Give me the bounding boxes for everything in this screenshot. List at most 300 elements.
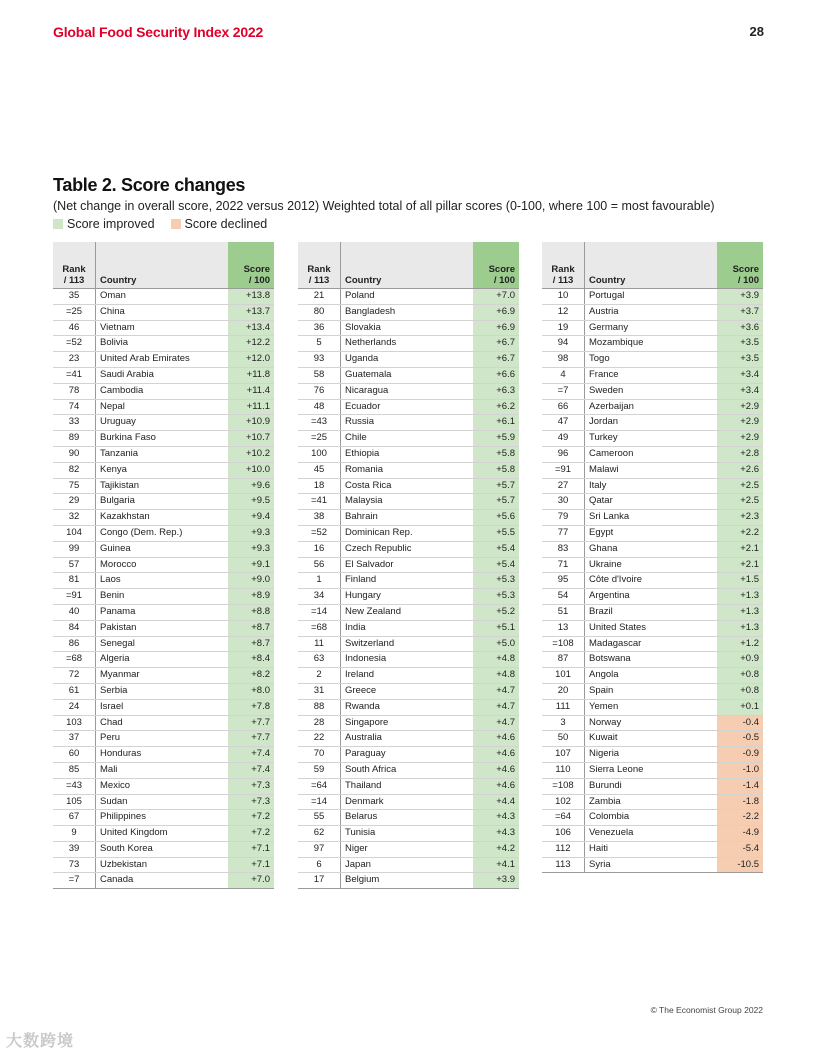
rank-cell: =64	[542, 810, 585, 826]
score-cell: +9.5	[228, 494, 274, 510]
country-cell: Thailand	[341, 778, 474, 794]
rank-cell: =52	[298, 525, 341, 541]
country-cell: Tunisia	[341, 826, 474, 842]
rank-cell: 22	[298, 731, 341, 747]
country-cell: United Kingdom	[96, 826, 229, 842]
country-cell: Syria	[585, 857, 718, 873]
country-cell: Vietnam	[96, 320, 229, 336]
rank-cell: 107	[542, 747, 585, 763]
score-cell: +4.8	[473, 652, 519, 668]
rank-cell: 74	[53, 399, 96, 415]
score-header-line1: Score	[243, 264, 270, 275]
score-cell: +6.7	[473, 336, 519, 352]
table-row	[542, 494, 763, 510]
table-title: Table 2. Score changes	[53, 175, 246, 195]
score-cell: +5.6	[473, 510, 519, 526]
score-cell: +7.2	[228, 810, 274, 826]
rank-cell: 27	[542, 478, 585, 494]
score-cell: +9.4	[228, 510, 274, 526]
country-cell: Senegal	[96, 636, 229, 652]
table-row	[53, 304, 274, 320]
table-row	[298, 652, 519, 668]
country-cell: Bangladesh	[341, 304, 474, 320]
rank-cell: 94	[542, 336, 585, 352]
score-cell: +2.3	[717, 510, 763, 526]
country-cell: Myanmar	[96, 668, 229, 684]
rank-cell: 96	[542, 446, 585, 462]
table-row	[542, 715, 763, 731]
country-cell: Ecuador	[341, 399, 474, 415]
country-cell: Jordan	[585, 415, 718, 431]
score-cell: +10.2	[228, 446, 274, 462]
score-cell: +7.1	[228, 841, 274, 857]
rank-cell: 102	[542, 794, 585, 810]
rank-cell: 11	[298, 636, 341, 652]
table-row	[298, 367, 519, 383]
rank-cell: 97	[298, 841, 341, 857]
country-cell: Panama	[96, 604, 229, 620]
rank-cell: =108	[542, 778, 585, 794]
rank-cell: =25	[53, 304, 96, 320]
score-cell: +5.3	[473, 573, 519, 589]
rank-cell: 60	[53, 747, 96, 763]
country-cell: Côte d'Ivoire	[585, 573, 718, 589]
rank-cell: 78	[53, 383, 96, 399]
country-cell: Ghana	[585, 541, 718, 557]
country-cell: Burundi	[585, 778, 718, 794]
rank-cell: 50	[542, 731, 585, 747]
table-row	[298, 841, 519, 857]
score-cell: -0.9	[717, 747, 763, 763]
table-row	[542, 778, 763, 794]
rank-cell: 39	[53, 841, 96, 857]
table-row	[53, 826, 274, 842]
score-cell: +4.1	[473, 857, 519, 873]
score-cell: -2.2	[717, 810, 763, 826]
legend	[53, 217, 267, 231]
rank-cell: 34	[298, 589, 341, 605]
score-cell: +5.7	[473, 494, 519, 510]
rank-cell: 61	[53, 683, 96, 699]
score-header-line2: / 100	[737, 275, 759, 286]
score-cell: +3.5	[717, 336, 763, 352]
table-row	[53, 352, 274, 368]
country-cell: Cameroon	[585, 446, 718, 462]
rank-header-line1: Rank	[307, 264, 331, 275]
country-cell: Venezuela	[585, 826, 718, 842]
country-cell: Brazil	[585, 604, 718, 620]
table-row	[53, 557, 274, 573]
country-cell: Japan	[341, 857, 474, 873]
country-cell: Spain	[585, 683, 718, 699]
country-cell: United States	[585, 620, 718, 636]
rank-cell: 46	[53, 320, 96, 336]
score-cell: -1.8	[717, 794, 763, 810]
score-cell: +5.8	[473, 462, 519, 478]
table-row	[542, 620, 763, 636]
country-cell: Madagascar	[585, 636, 718, 652]
score-cell: +2.2	[717, 525, 763, 541]
table-row	[53, 715, 274, 731]
rank-cell: 16	[298, 541, 341, 557]
declined-swatch-icon	[171, 219, 181, 229]
country-cell: Honduras	[96, 747, 229, 763]
rank-cell: 17	[298, 873, 341, 889]
table-row	[542, 573, 763, 589]
rank-cell: 48	[298, 399, 341, 415]
country-cell: Russia	[341, 415, 474, 431]
score-cell: +4.7	[473, 683, 519, 699]
score-cell: +4.6	[473, 778, 519, 794]
country-cell: Mozambique	[585, 336, 718, 352]
score-table-column-1	[53, 242, 274, 889]
rank-cell: 47	[542, 415, 585, 431]
score-cell: +6.7	[473, 352, 519, 368]
rank-cell: 106	[542, 826, 585, 842]
rank-cell: =52	[53, 336, 96, 352]
table-row	[298, 778, 519, 794]
score-cell: +7.2	[228, 826, 274, 842]
country-cell: Ethiopia	[341, 446, 474, 462]
table-row	[298, 810, 519, 826]
table-row	[53, 762, 274, 778]
score-cell: +4.8	[473, 668, 519, 684]
page-number: 28	[749, 24, 764, 39]
table-row	[53, 699, 274, 715]
country-cell: Ireland	[341, 668, 474, 684]
country-cell: Qatar	[585, 494, 718, 510]
country-cell: Bulgaria	[96, 494, 229, 510]
country-cell: Malaysia	[341, 494, 474, 510]
rank-cell: 82	[53, 462, 96, 478]
country-cell: Algeria	[96, 652, 229, 668]
rank-cell: =14	[298, 794, 341, 810]
rank-cell: 101	[542, 668, 585, 684]
table-row	[542, 794, 763, 810]
country-cell: France	[585, 367, 718, 383]
score-cell: +6.1	[473, 415, 519, 431]
rank-cell: 54	[542, 589, 585, 605]
table-row	[542, 731, 763, 747]
country-header: Country	[585, 242, 718, 289]
country-cell: Colombia	[585, 810, 718, 826]
country-cell: Zambia	[585, 794, 718, 810]
score-cell: +7.7	[228, 731, 274, 747]
country-cell: Morocco	[96, 557, 229, 573]
rank-cell: 36	[298, 320, 341, 336]
table-row	[298, 683, 519, 699]
rank-cell: 57	[53, 557, 96, 573]
rank-cell: 100	[298, 446, 341, 462]
rank-cell: 98	[542, 352, 585, 368]
score-cell: +4.6	[473, 731, 519, 747]
rank-cell: 90	[53, 446, 96, 462]
country-cell: Azerbaijan	[585, 399, 718, 415]
country-cell: Portugal	[585, 289, 718, 305]
score-cell: +3.5	[717, 352, 763, 368]
country-cell: Paraguay	[341, 747, 474, 763]
rank-cell: =108	[542, 636, 585, 652]
score-cell: +4.7	[473, 699, 519, 715]
score-header	[228, 242, 274, 289]
table-row	[298, 857, 519, 873]
table-row	[53, 320, 274, 336]
country-cell: Germany	[585, 320, 718, 336]
rank-header	[542, 242, 585, 289]
rank-cell: 49	[542, 431, 585, 447]
table-row	[542, 652, 763, 668]
score-cell: +6.3	[473, 383, 519, 399]
table-row	[298, 604, 519, 620]
rank-cell: 63	[298, 652, 341, 668]
table-row	[53, 399, 274, 415]
score-cell: +3.4	[717, 383, 763, 399]
score-cell: +7.8	[228, 699, 274, 715]
rank-cell: 84	[53, 620, 96, 636]
country-cell: Indonesia	[341, 652, 474, 668]
rank-cell: 112	[542, 841, 585, 857]
score-cell: +8.9	[228, 589, 274, 605]
score-cell: +7.4	[228, 747, 274, 763]
country-cell: Australia	[341, 731, 474, 747]
country-cell: Finland	[341, 573, 474, 589]
table-row	[298, 320, 519, 336]
rank-cell: =43	[298, 415, 341, 431]
score-cell: +0.9	[717, 652, 763, 668]
table-row	[542, 668, 763, 684]
table-row	[53, 873, 274, 889]
score-cell: +5.2	[473, 604, 519, 620]
rank-cell: 29	[53, 494, 96, 510]
score-cell: +4.6	[473, 747, 519, 763]
country-cell: Slovakia	[341, 320, 474, 336]
table-row	[542, 525, 763, 541]
rank-cell: =7	[53, 873, 96, 889]
table-row	[542, 541, 763, 557]
score-cell: +5.9	[473, 431, 519, 447]
table-header-row	[53, 242, 274, 289]
table-row	[53, 510, 274, 526]
score-cell: +10.7	[228, 431, 274, 447]
rank-cell: 105	[53, 794, 96, 810]
country-cell: Czech Republic	[341, 541, 474, 557]
table-row	[53, 336, 274, 352]
score-header	[717, 242, 763, 289]
country-cell: Sweden	[585, 383, 718, 399]
score-cell: +13.7	[228, 304, 274, 320]
rank-header-line1: Rank	[62, 264, 86, 275]
score-cell: +2.6	[717, 462, 763, 478]
country-header: Country	[96, 242, 229, 289]
rank-cell: 70	[298, 747, 341, 763]
table-row	[298, 589, 519, 605]
country-cell: Mexico	[96, 778, 229, 794]
rank-cell: 5	[298, 336, 341, 352]
rank-cell: 58	[298, 367, 341, 383]
table-row	[542, 320, 763, 336]
table-row	[53, 383, 274, 399]
table-row	[53, 604, 274, 620]
table-row	[53, 778, 274, 794]
country-cell: Italy	[585, 478, 718, 494]
score-cell: +1.3	[717, 589, 763, 605]
table-row	[53, 494, 274, 510]
score-cell: -5.4	[717, 841, 763, 857]
table-row	[542, 289, 763, 305]
table-row	[542, 304, 763, 320]
rank-cell: 33	[53, 415, 96, 431]
country-cell: Costa Rica	[341, 478, 474, 494]
country-cell: Benin	[96, 589, 229, 605]
rank-cell: 66	[542, 399, 585, 415]
table-row	[542, 683, 763, 699]
rank-cell: 2	[298, 668, 341, 684]
rank-cell: 95	[542, 573, 585, 589]
rank-cell: 71	[542, 557, 585, 573]
table-row	[53, 841, 274, 857]
country-cell: China	[96, 304, 229, 320]
rank-cell: 18	[298, 478, 341, 494]
table-row	[53, 431, 274, 447]
score-header	[473, 242, 519, 289]
table-row	[298, 873, 519, 889]
rank-cell: =68	[298, 620, 341, 636]
rank-cell: 37	[53, 731, 96, 747]
country-cell: Saudi Arabia	[96, 367, 229, 383]
score-cell: +5.7	[473, 478, 519, 494]
table-row	[298, 304, 519, 320]
table-row	[542, 431, 763, 447]
country-cell: Togo	[585, 352, 718, 368]
table-row	[53, 415, 274, 431]
score-cell: -10.5	[717, 857, 763, 873]
country-cell: Haiti	[585, 841, 718, 857]
table-row	[298, 699, 519, 715]
country-cell: Angola	[585, 668, 718, 684]
score-cell: +7.3	[228, 778, 274, 794]
table-row	[298, 415, 519, 431]
legend-improved-label: Score improved	[67, 217, 155, 231]
score-cell: +2.9	[717, 431, 763, 447]
rank-cell: 45	[298, 462, 341, 478]
rank-cell: 72	[53, 668, 96, 684]
rank-cell: =91	[542, 462, 585, 478]
rank-header-line1: Rank	[551, 264, 575, 275]
country-cell: Romania	[341, 462, 474, 478]
copyright: © The Economist Group 2022	[650, 1005, 763, 1015]
table-row	[542, 589, 763, 605]
score-cell: +4.4	[473, 794, 519, 810]
country-cell: Sierra Leone	[585, 762, 718, 778]
rank-cell: 19	[542, 320, 585, 336]
score-cell: +4.6	[473, 762, 519, 778]
table-row	[53, 525, 274, 541]
rank-cell: 86	[53, 636, 96, 652]
score-cell: +5.4	[473, 541, 519, 557]
country-cell: Serbia	[96, 683, 229, 699]
country-cell: Bahrain	[341, 510, 474, 526]
country-cell: Yemen	[585, 699, 718, 715]
table-row	[298, 399, 519, 415]
score-cell: +2.8	[717, 446, 763, 462]
score-cell: +1.3	[717, 604, 763, 620]
country-cell: Botswana	[585, 652, 718, 668]
country-cell: Turkey	[585, 431, 718, 447]
score-table-column-3	[542, 242, 763, 873]
score-cell: +9.3	[228, 541, 274, 557]
rank-cell: 13	[542, 620, 585, 636]
score-cell: +3.4	[717, 367, 763, 383]
country-cell: Tanzania	[96, 446, 229, 462]
score-header-line2: / 100	[248, 275, 270, 286]
country-cell: Netherlands	[341, 336, 474, 352]
country-cell: El Salvador	[341, 557, 474, 573]
score-cell: +0.8	[717, 668, 763, 684]
rank-cell: 24	[53, 699, 96, 715]
score-cell: +5.3	[473, 589, 519, 605]
score-cell: +2.1	[717, 541, 763, 557]
score-cell: +5.4	[473, 557, 519, 573]
score-header-line1: Score	[732, 264, 759, 275]
score-cell: +7.7	[228, 715, 274, 731]
score-cell: +7.1	[228, 857, 274, 873]
table-row	[542, 699, 763, 715]
score-cell: +7.3	[228, 794, 274, 810]
table-row	[298, 446, 519, 462]
table-row	[542, 510, 763, 526]
score-cell: +6.2	[473, 399, 519, 415]
rank-cell: 31	[298, 683, 341, 699]
score-cell: +2.9	[717, 415, 763, 431]
table-row	[542, 352, 763, 368]
table-row	[53, 289, 274, 305]
table-row	[53, 446, 274, 462]
table-row	[542, 336, 763, 352]
country-cell: Nigeria	[585, 747, 718, 763]
table-row	[298, 289, 519, 305]
rank-cell: 93	[298, 352, 341, 368]
score-cell: +5.8	[473, 446, 519, 462]
score-cell: +4.2	[473, 841, 519, 857]
table-row	[542, 415, 763, 431]
improved-swatch-icon	[53, 219, 63, 229]
score-cell: +2.5	[717, 478, 763, 494]
rank-cell: 88	[298, 699, 341, 715]
rank-cell: 111	[542, 699, 585, 715]
country-cell: Laos	[96, 573, 229, 589]
table-row	[298, 494, 519, 510]
country-cell: Austria	[585, 304, 718, 320]
table-row	[542, 399, 763, 415]
country-cell: Belarus	[341, 810, 474, 826]
rank-header-line2: / 113	[63, 275, 85, 286]
score-cell: +12.0	[228, 352, 274, 368]
table-header-row	[298, 242, 519, 289]
report-title: Global Food Security Index 2022	[53, 24, 264, 40]
country-cell: Chile	[341, 431, 474, 447]
table-row	[298, 573, 519, 589]
rank-cell: 23	[53, 352, 96, 368]
score-cell: +2.9	[717, 399, 763, 415]
score-cell: +2.1	[717, 557, 763, 573]
table-row	[298, 462, 519, 478]
country-header: Country	[341, 242, 474, 289]
country-cell: Poland	[341, 289, 474, 305]
rank-cell: 12	[542, 304, 585, 320]
score-cell: +7.0	[228, 873, 274, 889]
country-cell: India	[341, 620, 474, 636]
rank-cell: 32	[53, 510, 96, 526]
